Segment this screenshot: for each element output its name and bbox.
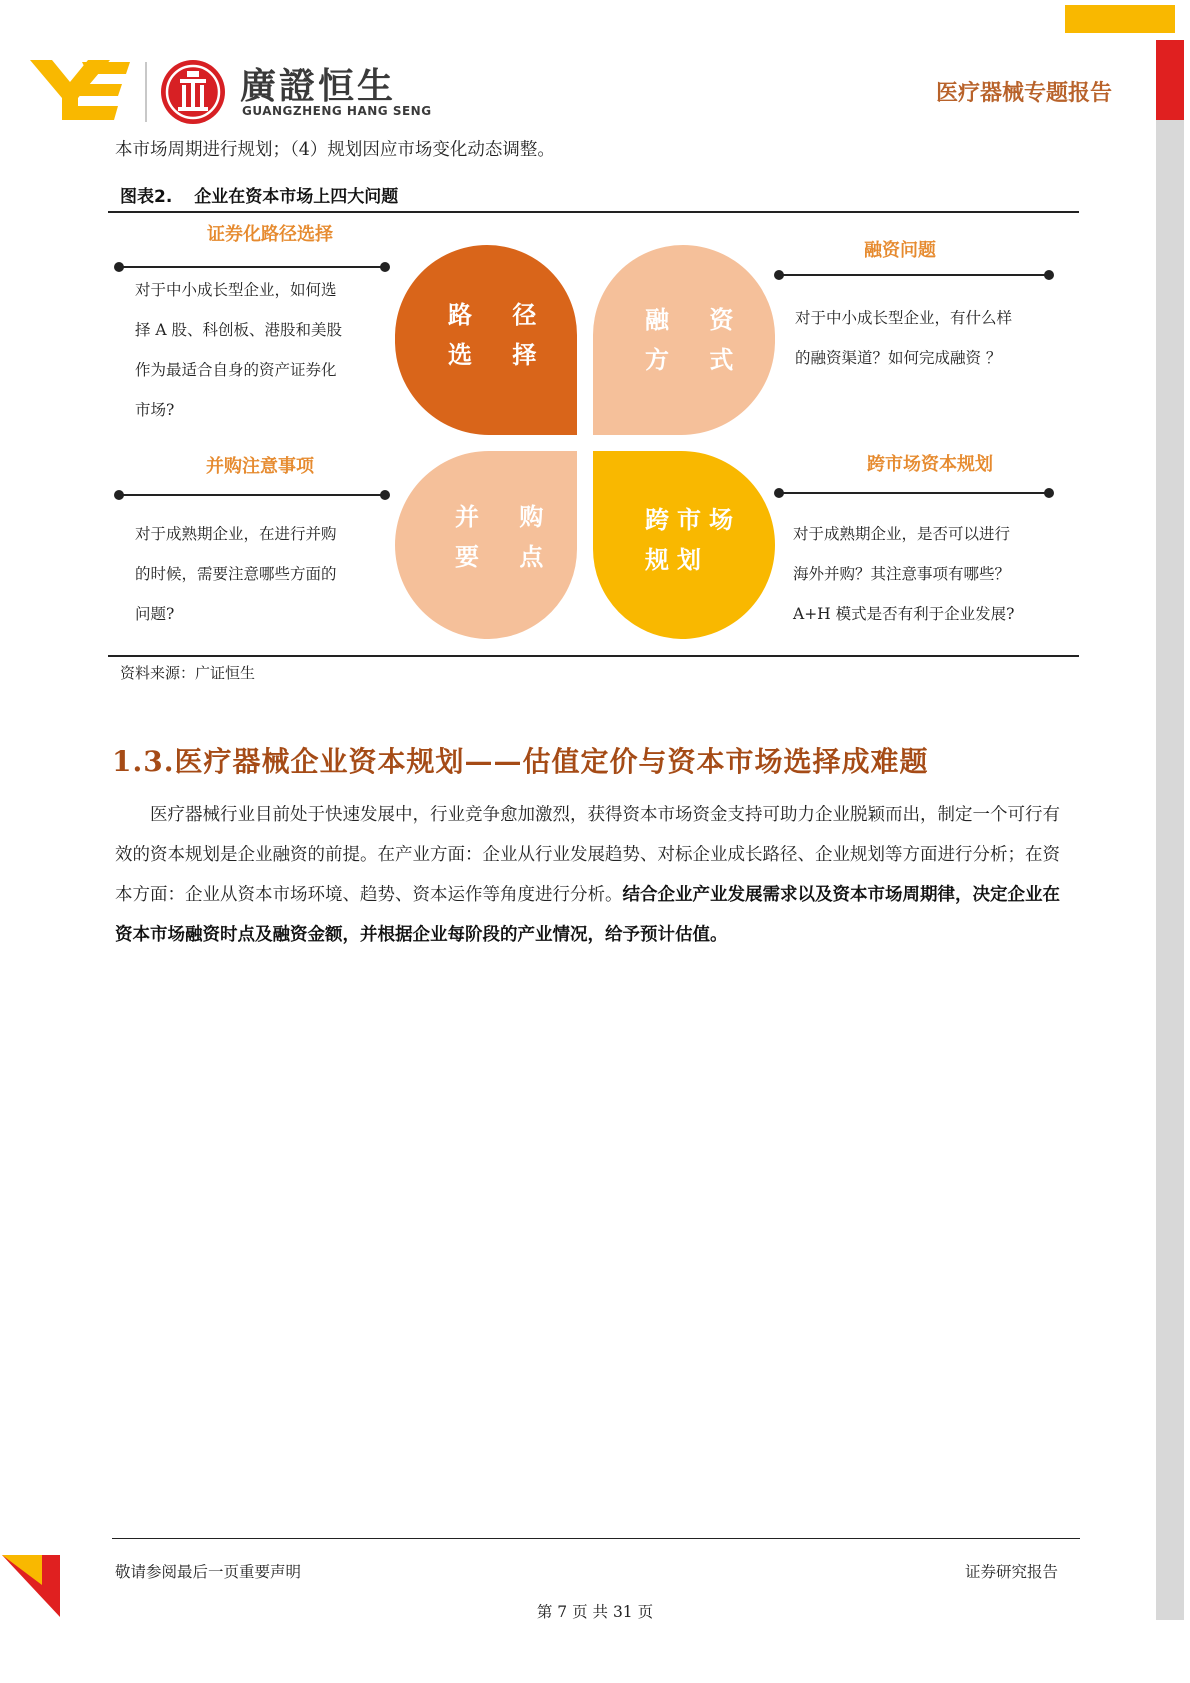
quadrant-text-financing: [795, 298, 1065, 378]
figure-caption: 企业在资本市场上四大问题: [194, 187, 399, 207]
figure-bottom-rule: [108, 655, 1079, 657]
footer-rule: [112, 1538, 1080, 1539]
quadrant-heading-ma: 并购注意事项: [206, 456, 314, 477]
petal-label-line: 融 资: [645, 306, 750, 334]
paragraph-normal-text: 医疗器械行业目前处于快速发展中，行业竞争愈加激烈，获得资本市场资金支持可助力企业脱颖而出，制定一个可行有效的资本规划是企业融资的前提。在产业方面：企业从行业发展趋势、对标企业成长路径、企业规划等方面进行分析；在资本方面：企业从资本市场环境、趋势、资本运作等角度进行分析。: [115, 805, 1060, 905]
quadrant-text-line: 问题?: [135, 605, 175, 623]
logo-divider: [145, 62, 147, 122]
seal-logo-icon: [160, 59, 226, 125]
petal-label-line: 并 购: [455, 503, 560, 531]
quadrant-text-line: 市场?: [135, 401, 175, 419]
section-paragraph: [115, 795, 1060, 955]
petal-label-line: 路 径: [448, 301, 553, 329]
petal-label-ma: [455, 497, 559, 577]
quadrant-divider-financing: [778, 274, 1050, 276]
figure-label: 图表2.: [120, 187, 173, 207]
quadrant-text-line: 对于成熟期企业，是否可以进行: [793, 525, 1011, 543]
brand-name-en: GUANGZHENG HANG SENG: [242, 104, 432, 118]
quadrant-text-line: 对于中小成长型企业，有什么样: [795, 309, 1013, 327]
quadrant-text-line: 对于中小成长型企业，如何选: [135, 281, 337, 299]
quadrant-text-ma: [135, 514, 385, 634]
quadrant-divider-path: [118, 266, 386, 268]
section-title: 1.3.医疗器械企业资本规划——估值定价与资本市场选择成难题: [112, 745, 929, 778]
petal-label-path: [448, 295, 552, 375]
petal-label-financing: [645, 300, 749, 380]
brand-name-cn: 廣證恒生: [240, 66, 397, 107]
quadrant-heading-financing: 融资问题: [864, 240, 936, 261]
quadrant-text-line: 的时候，需要注意哪些方面的: [135, 565, 337, 583]
petal-label-cross-market: [645, 500, 741, 580]
petal-label-line: 要 点: [455, 543, 560, 571]
quadrant-text-cross-market: [793, 514, 1068, 634]
quadrant-divider-cross-market: [778, 492, 1050, 494]
paragraph-bold-text: 结合企业产业发展需求以及资本市场周期律，决定企业在资本市场融资时点及融资金额，并根据企业每阶段的产业情况，给予预计估值。: [115, 885, 1060, 945]
figure-top-rule: [108, 211, 1079, 213]
petal-label-line: 方 式: [645, 346, 750, 374]
quadrant-text-line: 择 A 股、科创板、港股和美股: [135, 321, 343, 339]
intro-line: 本市场周期进行规划；（4）规划因应市场变化动态调整。: [115, 140, 555, 160]
figure-source: 资料来源：广证恒生: [120, 664, 256, 682]
petal-label-line: 规划: [645, 546, 709, 574]
quadrant-text-line: 的融资渠道？如何完成融资 ？: [795, 349, 1002, 367]
ye-logo-icon: [30, 58, 130, 122]
quadrant-text-line: A+H 模式是否有利于企业发展?: [793, 605, 1015, 623]
footer-report-type: 证券研究报告: [965, 1563, 1059, 1581]
corner-yellow-tab-icon: [1065, 5, 1175, 33]
quadrant-text-line: 对于成熟期企业，在进行并购: [135, 525, 337, 543]
petal-label-line: 跨市场: [645, 506, 741, 534]
quadrant-text-path: [135, 270, 385, 430]
petal-label-line: 选 择: [448, 341, 553, 369]
quadrant-heading-path: 证券化路径选择: [207, 224, 333, 245]
quadrant-divider-ma: [118, 494, 386, 496]
quadrant-text-line: 海外并购？其注意事项有哪些？: [793, 565, 1011, 583]
report-title: 医疗器械专题报告: [936, 81, 1113, 106]
quadrant-heading-cross-market: 跨市场资本规划: [867, 454, 993, 475]
side-accent-bar: [1156, 40, 1184, 1620]
figure-title: [120, 182, 398, 207]
page-number: 第 7 页 共 31 页: [536, 1603, 654, 1621]
footer-disclaimer: 敬请参阅最后一页重要声明: [115, 1563, 302, 1581]
quadrant-text-line: 作为最适合自身的资产证券化: [135, 361, 337, 379]
